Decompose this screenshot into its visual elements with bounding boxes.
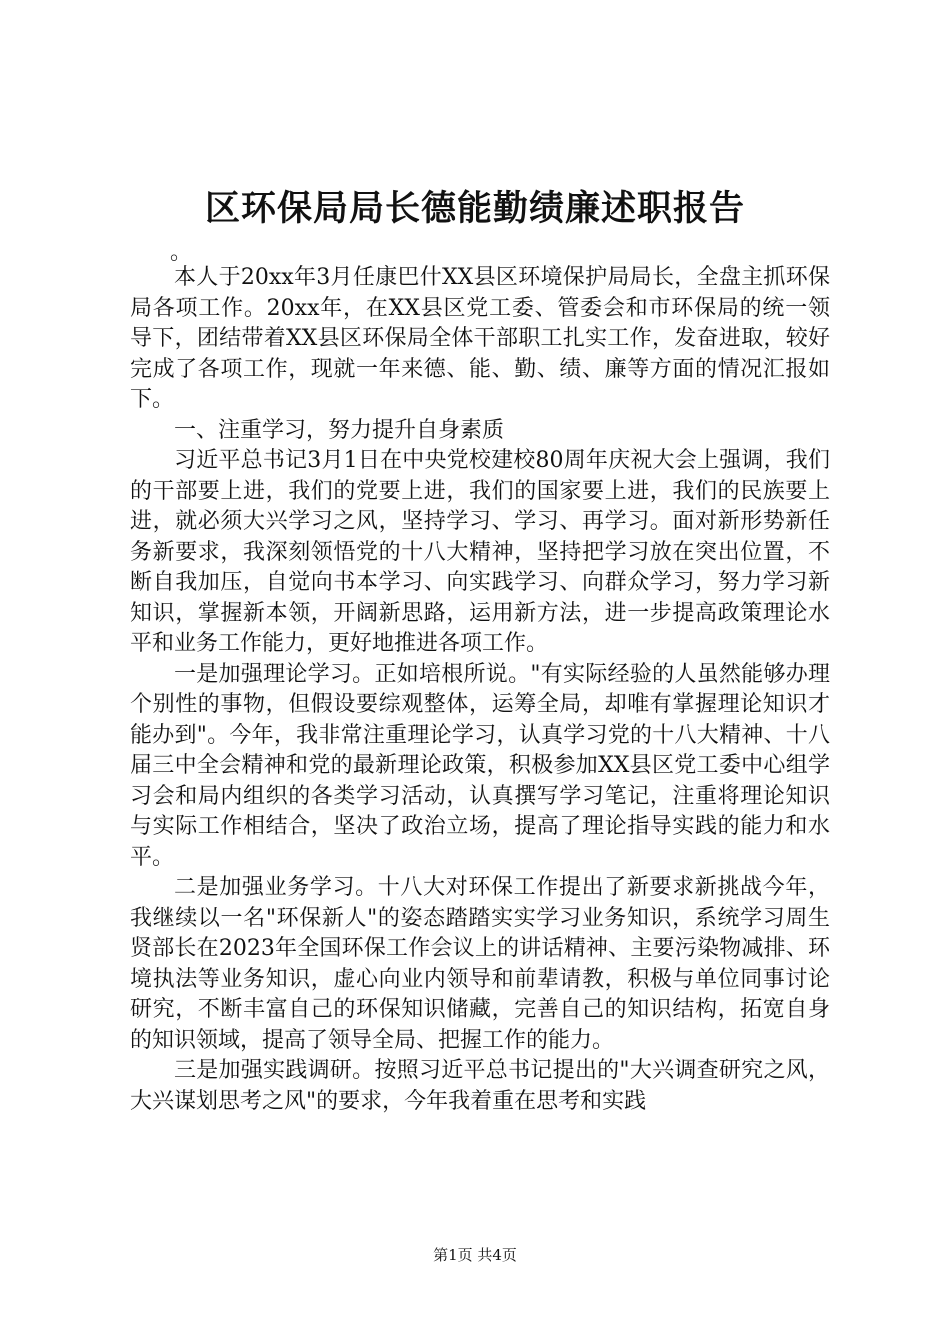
- paragraph-study: 习近平总书记3月1日在中央党校建校80周年庆祝大会上强调，我们的干部要上进，我们的党要上进，我们的国家要上进，我们的民族要上进，就必须大兴学习之风，坚持学习、学习、再学习。面对新形势新任务新要求，我深刻领悟党的十八大精神，坚持把学习放在突出位置，不断自我加压，自觉向书本学习、向实践学习、向群众学习，努力学习新知识，掌握新本领，开阔新思路，运用新方法，进一步提高政策理论水平和业务工作能力，更好地推进各项工作。: [130, 448, 830, 656]
- paragraph-intro: 本人于20xx年3月任康巴什XX县区环境保护局局长，全盘主抓环保局各项工作。20xx年，在XX县区党工委、管委会和市环保局的统一领导下，团结带着XX县区环保局全体干部职工扎实工作，发奋进取，较好完成了各项工作，现就一年来德、能、勤、绩、廉等方面的情况汇报如下。: [130, 265, 830, 412]
- page-footer: 第1页 共4页: [433, 1246, 517, 1264]
- lead-mark: 。: [170, 240, 193, 265]
- document-body: [130, 240, 830, 1117]
- paragraph-business: 二是加强业务学习。十八大对环保工作提出了新要求新挑战今年，我继续以一名"环保新人"的姿态踏踏实实学习业务知识，系统学习周生贤部长在2023年全国环保工作会议上的讲话精神、主要污染物减排、环境执法等业务知识，虚心向业内领导和前辈请教，积极与单位同事讨论研究，不断丰富自己的环保知识储藏，完善自己的知识结构，拓宽自身的知识领域，提高了领导全局、把握工作的能力。: [130, 875, 830, 1053]
- document-title: 区环保局局长德能勤绩廉述职报告: [204, 188, 745, 229]
- section-heading-1: 一、注重学习，努力提升自身素质: [174, 417, 505, 443]
- paragraph-theory: 一是加强理论学习。正如培根所说。"有实际经验的人虽然能够办理个别性的事物，但假设要综观整体，运筹全局，却唯有掌握理论知识才能办到"。今年，我非常注重理论学习，认真学习党的十八大精神、十八届三中全会精神和党的最新理论政策，积极参加XX县区党工委中心组学习会和局内组织的各类学习活动，认真撰写学习笔记，注重将理论知识与实际工作相结合，坚决了政治立场，提高了理论指导实践的能力和水平。: [130, 661, 830, 870]
- paragraph-practice: 三是加强实践调研。按照习近平总书记提出的"大兴调查研究之风，大兴谋划思考之风"的要求，今年我着重在思考和实践: [130, 1058, 830, 1114]
